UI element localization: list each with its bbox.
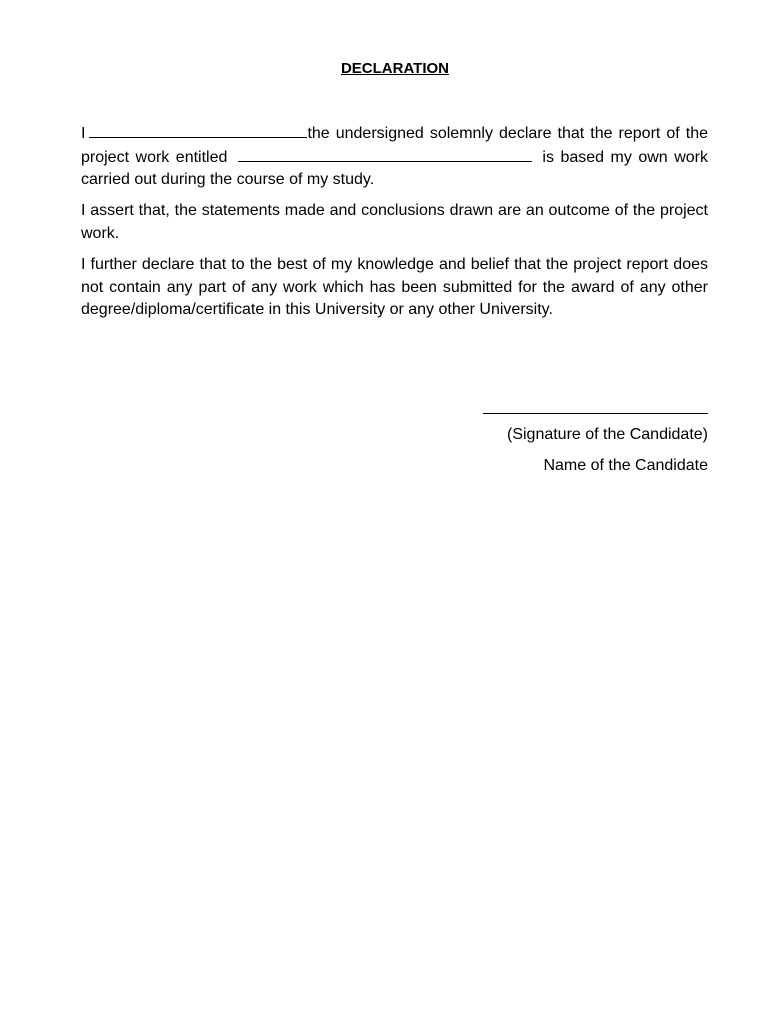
candidate-name-label: Name of the Candidate — [543, 457, 708, 474]
signature-label: (Signature of the Candidate) — [506, 426, 708, 443]
declaration-paragraph-3: I further declare that to the best of my knowledge and belief that the project report does not contain any part of any work which has been submitted for the award of any other degree/diploma/certificate in this University or any other University. — [81, 256, 708, 318]
declaration-paragraph-2: I assert that, the statements made and conclusions drawn are an outcome of the project work. — [81, 202, 708, 242]
paragraph-1-suffix: is based my own work carried out during the course of my study. — [81, 148, 708, 188]
signature-line — [483, 413, 708, 414]
document-title: DECLARATION — [340, 60, 450, 77]
declaration-paragraph-1 — [81, 122, 708, 192]
project-title-blank — [238, 146, 532, 162]
paragraph-1-prefix: I — [81, 125, 86, 142]
paragraph-1-middle: the undersigned solemnly declare that the report of the project work entitled — [81, 125, 708, 166]
candidate-name-blank — [89, 122, 307, 138]
